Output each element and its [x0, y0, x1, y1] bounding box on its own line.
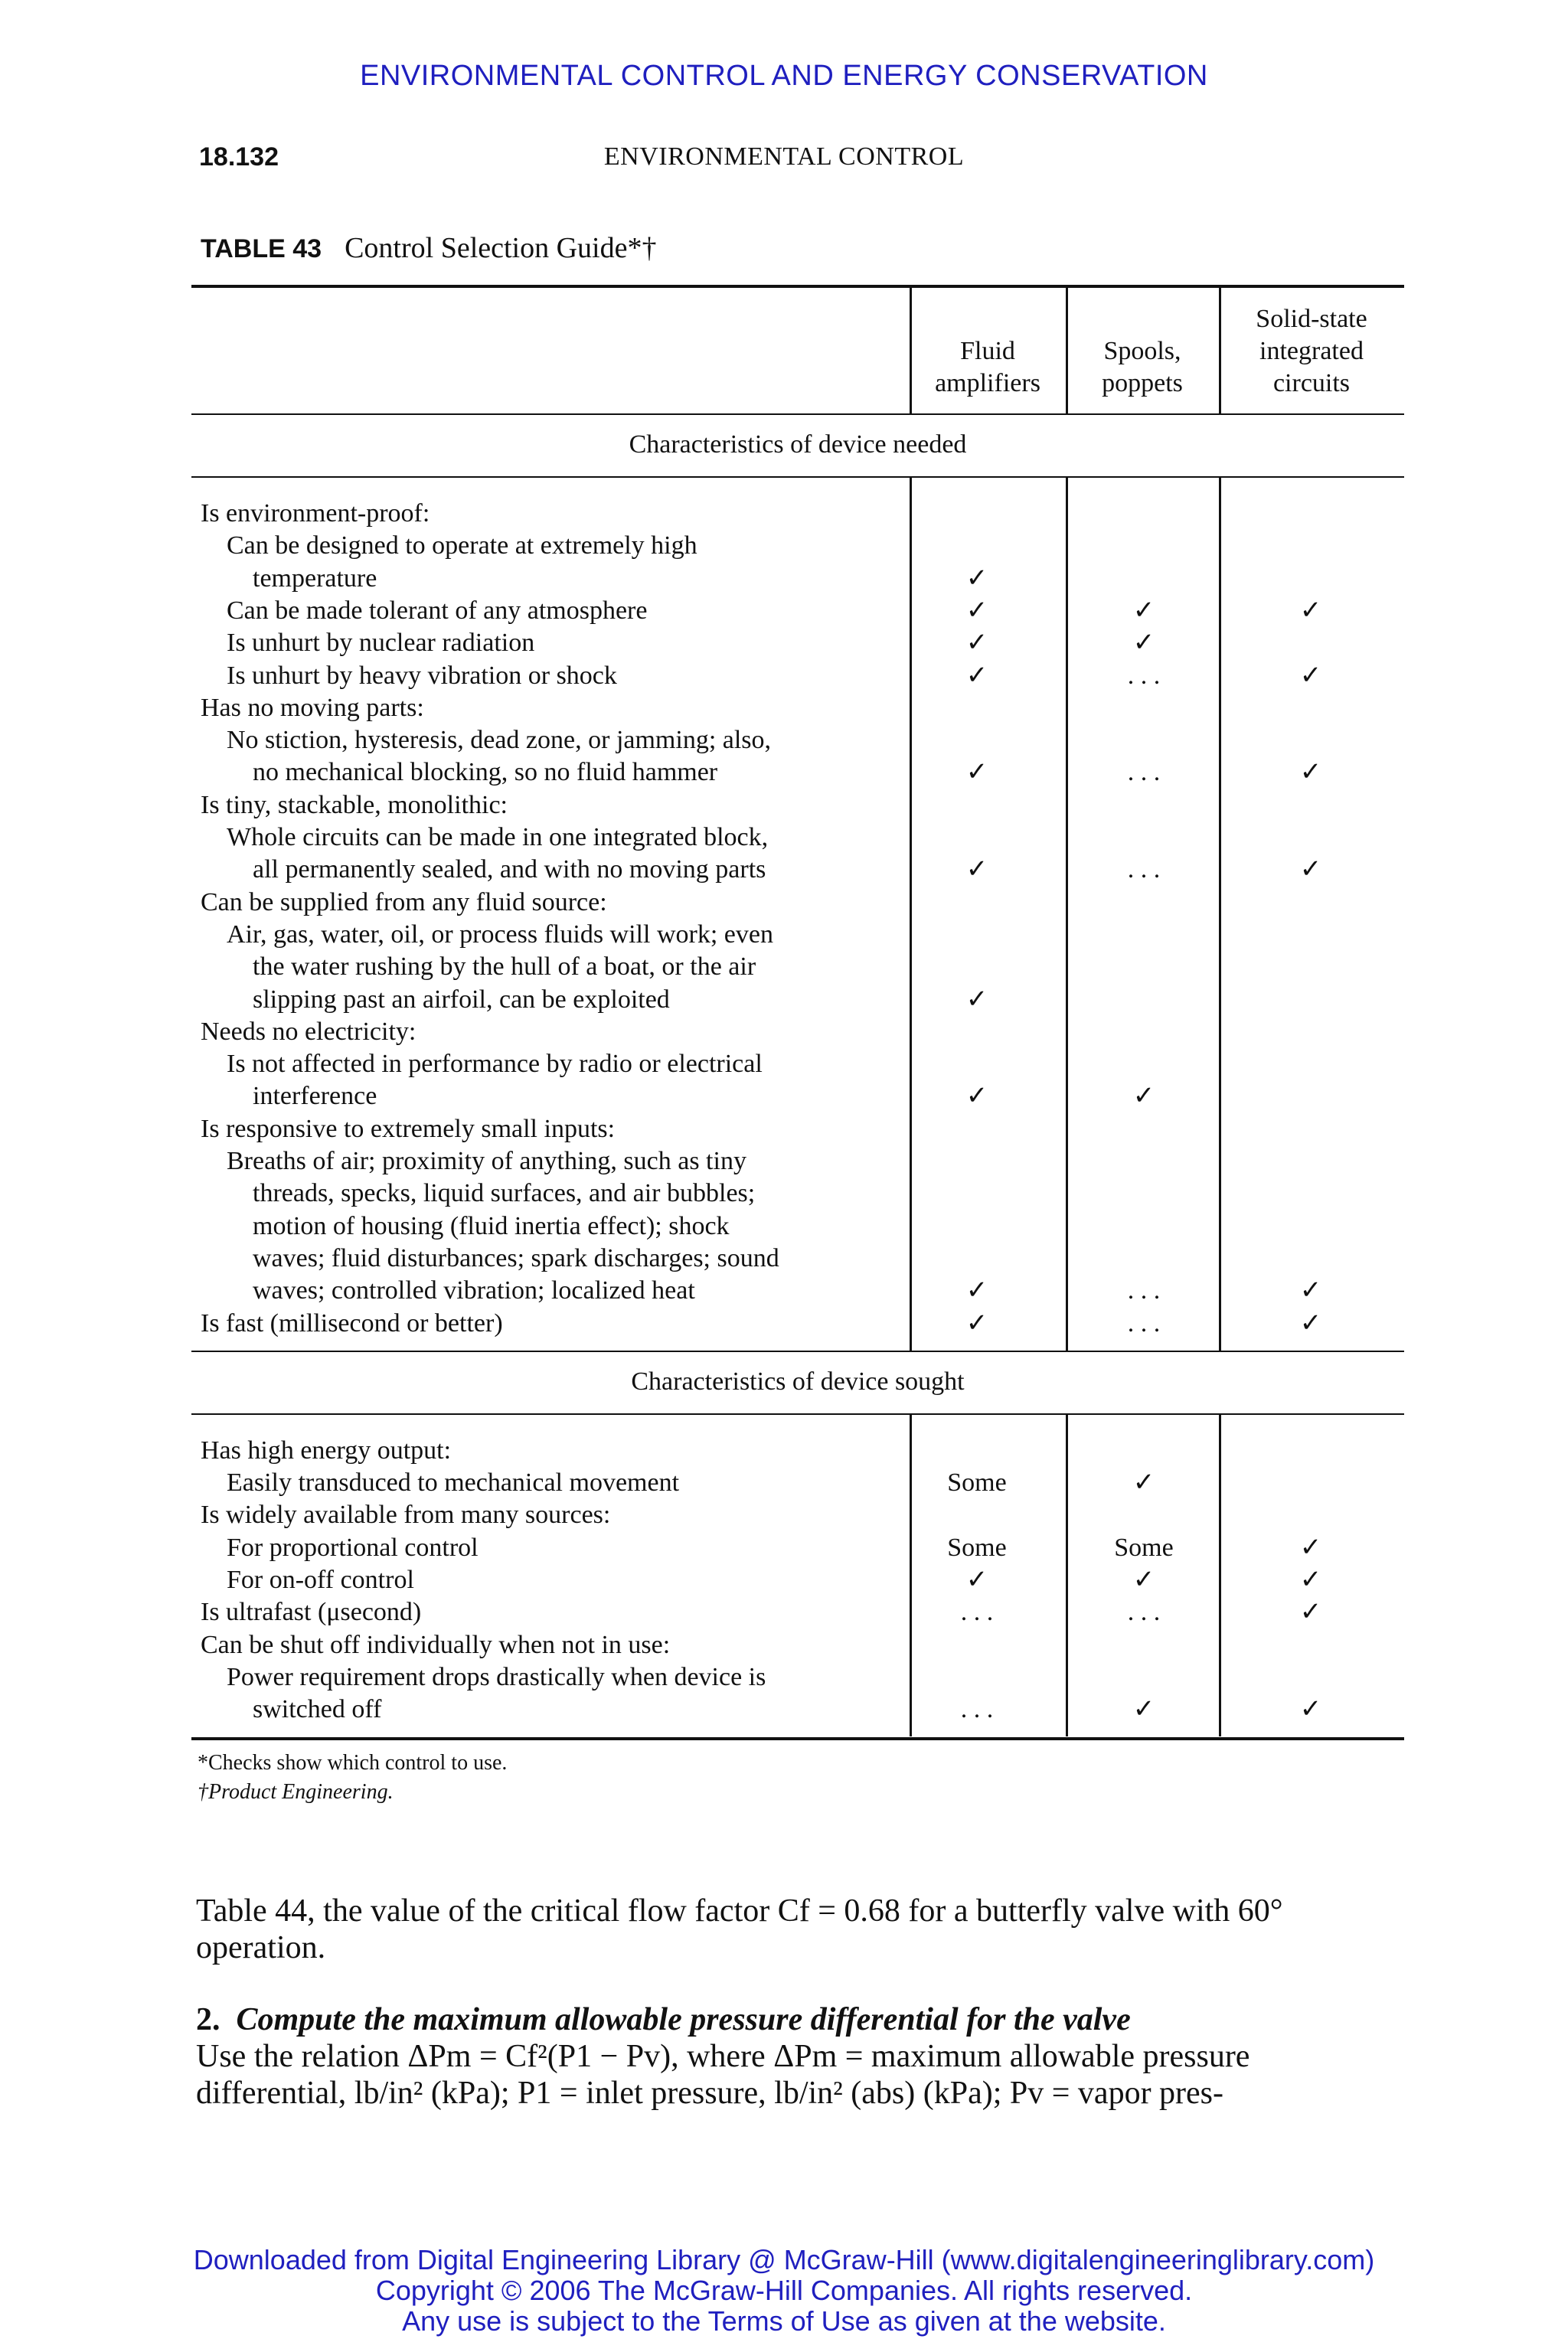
row-label: Breaths of air; proximity of anything, such as tiny — [227, 1147, 746, 1175]
body-text — [196, 1893, 1372, 2112]
section-title-2: Characteristics of device sought — [631, 1367, 965, 1396]
check-mark-icon: ✓ — [965, 1276, 988, 1305]
table-row — [191, 951, 1404, 983]
column-header-line: circuits — [1272, 369, 1351, 397]
check-mark-icon: ✓ — [1299, 661, 1322, 690]
section-title-1: Characteristics of device needed — [629, 430, 967, 459]
row-label: waves; controlled vibration; localized heat — [253, 1276, 695, 1305]
body-col-divider — [1066, 1413, 1068, 1737]
check-mark-icon: ✓ — [965, 1566, 988, 1594]
table-row — [191, 756, 1404, 789]
footer-download-line: Downloaded from Digital Engineering Library @ McGraw-Hill (www.digitalengineeringlibrary.com) — [193, 2244, 1375, 2275]
row-label: threads, specks, liquid surfaces, and air bubbles; — [253, 1179, 756, 1208]
row-label: the water rushing by the hull of a boat, or the air — [253, 952, 756, 982]
check-mark-icon: ✓ — [1132, 1695, 1155, 1724]
table-footnotes — [198, 1749, 507, 1807]
check-mark-icon: ✓ — [965, 629, 988, 658]
row-label: Easily transduced to mechanical movement — [227, 1468, 680, 1498]
table-row — [191, 822, 1404, 854]
section-rule — [191, 476, 1404, 478]
check-mark-icon: ✓ — [965, 855, 988, 884]
table-row — [191, 1113, 1404, 1145]
check-mark-icon: ✓ — [1299, 1598, 1322, 1627]
paragraph-critical-flow: Table 44, the value of the critical flow factor Cf = 0.68 for a butterfly valve with 60° operation. — [196, 1893, 1283, 1965]
cell-value: . . . — [1127, 855, 1161, 884]
check-mark-icon: ✓ — [965, 564, 988, 593]
table-row — [191, 1308, 1404, 1340]
table-row — [191, 1499, 1404, 1531]
table-row — [191, 1661, 1404, 1694]
table-number: TABLE 43 — [201, 234, 322, 263]
check-mark-icon: ✓ — [1132, 1566, 1155, 1594]
cell-value: Some — [1114, 1533, 1174, 1562]
check-mark-icon: ✓ — [965, 758, 988, 787]
row-label: Can be made tolerant of any atmosphere — [227, 596, 648, 625]
row-label: Air, gas, water, oil, or process fluids will work; even — [227, 920, 773, 949]
download-footer — [0, 2245, 1568, 2337]
footer-copyright-line: Copyright © 2006 The McGraw-Hill Companies. All rights reserved. — [375, 2275, 1193, 2306]
table-row — [191, 595, 1404, 627]
step-title: Compute the maximum allowable pressure differential for the valve — [236, 2002, 1131, 2037]
table-row — [191, 1275, 1404, 1307]
top-banner: ENVIRONMENTAL CONTROL AND ENERGY CONSERVATION — [360, 60, 1208, 92]
check-mark-icon: ✓ — [1132, 596, 1155, 625]
body-col-divider — [1219, 476, 1221, 1351]
table-row — [191, 1178, 1404, 1210]
row-label: waves; fluid disturbances; spark discharges; sound — [253, 1243, 779, 1272]
paragraph-relation: Use the relation ΔPm = Cf²(P1 − Pv), where ΔPm = maximum allowable pressure differential, lb/in² (kPa); P1 = inlet pressure, lb/in² (abs) (kPa); Pv = vapor pres- — [196, 2039, 1250, 2111]
table-row — [191, 1210, 1404, 1243]
footnote-source: †Product Engineering. — [198, 1780, 394, 1804]
cell-value: Some — [947, 1468, 1007, 1498]
cell-value: . . . — [1127, 661, 1161, 690]
footnote-checks: *Checks show which control to use. — [198, 1751, 508, 1775]
table-row — [191, 984, 1404, 1016]
column-header-line: amplifiers — [935, 369, 1040, 397]
table-row — [191, 1629, 1404, 1661]
table-row — [191, 1467, 1404, 1499]
table-row — [191, 1080, 1404, 1112]
check-mark-icon: ✓ — [1299, 1276, 1322, 1305]
table-row — [191, 1694, 1404, 1726]
column-header-3 — [1219, 303, 1404, 400]
footer-terms-line: Any use is subject to the Terms of Use as given at the website. — [402, 2305, 1166, 2337]
row-label: Has high energy output: — [201, 1436, 452, 1465]
row-label: Is environment-proof: — [201, 499, 430, 528]
table-row — [191, 660, 1404, 692]
column-header-line: Solid-state — [1256, 305, 1367, 333]
table-row — [191, 1435, 1404, 1467]
column-header-2 — [1066, 335, 1219, 400]
cell-value: . . . — [1127, 1276, 1161, 1305]
check-mark-icon: ✓ — [1299, 855, 1322, 884]
section-rule — [191, 1413, 1404, 1415]
table-row — [191, 530, 1404, 562]
check-mark-icon: ✓ — [1299, 1533, 1322, 1562]
table-row — [191, 919, 1404, 951]
check-mark-icon: ✓ — [965, 1308, 988, 1338]
body-col-divider — [910, 476, 912, 1351]
step-number: 2. — [196, 2002, 220, 2037]
table-row — [191, 1145, 1404, 1178]
table-row — [191, 1564, 1404, 1596]
control-selection-table — [191, 285, 1404, 1738]
row-label: Can be shut off individually when not in use: — [201, 1630, 671, 1659]
table-row — [191, 1048, 1404, 1080]
table-top-rule — [191, 285, 1404, 288]
table-row — [191, 1532, 1404, 1564]
row-label: Can be supplied from any fluid source: — [201, 887, 607, 916]
row-label: Is widely available from many sources: — [201, 1501, 611, 1530]
row-label: For on-off control — [227, 1566, 414, 1594]
row-label: all permanently sealed, and with no moving parts — [253, 855, 766, 884]
check-mark-icon: ✓ — [1299, 596, 1322, 625]
column-header-line: Spools, — [1103, 337, 1181, 365]
body-col-divider — [910, 1413, 912, 1737]
table-caption — [201, 231, 656, 265]
table-row — [191, 692, 1404, 724]
row-label: switched off — [253, 1695, 382, 1724]
step-heading — [196, 2001, 1372, 2038]
running-head: ENVIRONMENTAL CONTROL — [603, 142, 965, 171]
check-mark-icon: ✓ — [1132, 1082, 1155, 1111]
cell-value: . . . — [1127, 1308, 1161, 1338]
table-row — [191, 854, 1404, 886]
body-col-divider — [1219, 1413, 1221, 1737]
row-label: no mechanical blocking, so no fluid hammer — [253, 758, 718, 787]
check-mark-icon: ✓ — [1299, 1566, 1322, 1594]
row-label: temperature — [253, 564, 377, 593]
cell-value: . . . — [960, 1598, 994, 1627]
row-label: Power requirement drops drastically when device is — [227, 1662, 766, 1691]
table-row — [191, 887, 1404, 919]
check-mark-icon: ✓ — [965, 661, 988, 690]
cell-value: . . . — [960, 1695, 994, 1724]
column-header-line: Fluid — [960, 337, 1015, 365]
check-mark-icon: ✓ — [1299, 758, 1322, 787]
cell-value: . . . — [1127, 1598, 1161, 1627]
column-header-line: integrated — [1259, 337, 1364, 365]
check-mark-icon: ✓ — [965, 1082, 988, 1111]
section-bottom-rule — [191, 1351, 1404, 1352]
row-label: slipping past an airfoil, can be exploited — [253, 985, 670, 1014]
table-row — [191, 1243, 1404, 1275]
table-row — [191, 498, 1404, 530]
row-label: Is ultrafast (μsecond) — [201, 1598, 422, 1627]
cell-value: . . . — [1127, 758, 1161, 787]
check-mark-icon: ✓ — [1132, 1468, 1155, 1498]
page-number: 18.132 — [199, 142, 279, 172]
header-bottom-rule — [191, 413, 1404, 415]
row-label: No stiction, hysteresis, dead zone, or jamming; also, — [227, 726, 772, 755]
column-header-1 — [910, 335, 1066, 400]
table-row — [191, 1596, 1404, 1628]
row-label: For proportional control — [227, 1533, 479, 1562]
cell-value: Some — [947, 1533, 1007, 1562]
row-label: Needs no electricity: — [201, 1017, 416, 1046]
table-title: Control Selection Guide*† — [345, 232, 657, 264]
row-label: Is unhurt by heavy vibration or shock — [227, 661, 617, 690]
table-row — [191, 1016, 1404, 1048]
row-label: Is responsive to extremely small inputs: — [201, 1114, 616, 1143]
check-mark-icon: ✓ — [1132, 629, 1155, 658]
check-mark-icon: ✓ — [965, 985, 988, 1014]
row-label: Has no moving parts: — [201, 693, 424, 722]
column-header-line: poppets — [1102, 369, 1183, 397]
row-label: Is not affected in performance by radio or electrical — [227, 1050, 763, 1079]
row-label: interference — [253, 1082, 377, 1111]
row-label: Is unhurt by nuclear radiation — [227, 629, 535, 658]
check-mark-icon: ✓ — [1299, 1695, 1322, 1724]
table-bottom-rule — [191, 1737, 1404, 1740]
row-label: Can be designed to operate at extremely high — [227, 531, 697, 560]
table-row — [191, 627, 1404, 659]
table-row — [191, 789, 1404, 822]
body-col-divider — [1066, 476, 1068, 1351]
table-row — [191, 724, 1404, 756]
row-label: motion of housing (fluid inertia effect); shock — [253, 1211, 730, 1240]
check-mark-icon: ✓ — [1299, 1308, 1322, 1338]
row-label: Is tiny, stackable, monolithic: — [201, 790, 508, 819]
row-label: Whole circuits can be made in one integrated block, — [227, 823, 769, 851]
table-row — [191, 563, 1404, 595]
row-label: Is fast (millisecond or better) — [201, 1308, 503, 1338]
check-mark-icon: ✓ — [965, 596, 988, 625]
